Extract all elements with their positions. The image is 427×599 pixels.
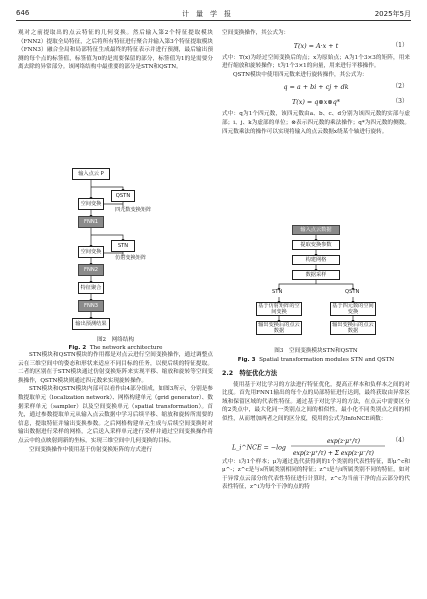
equation-1-number: （1） [392, 41, 408, 49]
issue-date: 2025年5月 [374, 10, 411, 18]
section-heading: 2.2 特征优化方法 [222, 370, 278, 377]
equation-2 [222, 80, 410, 94]
figure-3-caption-cn: 图3 空间变换模块STN和QSTN [274, 348, 358, 354]
equation-3 [222, 95, 410, 109]
figure-3-caption [222, 347, 410, 364]
f3-stn-transform-box: 基于仿射矩阵的空间变换 [256, 302, 302, 316]
f3-grid-box: 构建网格 [292, 255, 340, 265]
f3-param-box: 提取变换参数 [292, 240, 340, 250]
right-column [222, 29, 410, 136]
svg-text:exp(z·μ⁺/τ) + Σ exp(z·μ⁻/τ): exp(z·μ⁺/τ) + Σ exp(z·μ⁻/τ) [292, 449, 374, 457]
paragraph: QSTN模块中使用四元数来进行旋转操作，其公式为： [233, 71, 368, 78]
paragraph: STN模块和QSTN模块的作用都是对点云进行空间变换操作，通过调整点云在三维空间中的姿态和形状来适应不同目标的任务，以便后续的特征提取。二者的区别在于STN模块通过仿射变换矩阵来实现平移、缩放和旋转等空间变换操作，QSTN模块则通过四元数来实现旋转操作。 [18, 352, 213, 384]
figure-2-caption-text: The network architecture [89, 345, 163, 351]
stn-box: STN [111, 240, 135, 252]
feature-aggregation-box: 特征聚合 [78, 282, 104, 294]
left-column [18, 29, 213, 72]
paragraph: 空间变换操作，其公式为： [222, 30, 290, 36]
svg-text:exp(z·μ⁺/τ): exp(z·μ⁺/τ) [326, 437, 360, 445]
journal-name: 计 量 学 报 [182, 10, 231, 18]
fnn2-box: FNN2 [78, 264, 104, 276]
figure-3-caption-label: Fig. 3 [237, 356, 256, 363]
fnn1-box: FNN1 [78, 216, 104, 228]
equation-4-lhs: L_i^NCE = −log [232, 444, 286, 452]
equation-1 [222, 39, 410, 53]
paragraph: 式中：i为1个样本；μ为通过选代获得到的1个类别的代表性特征，即μ^c和μ^-；z^c是与s所属类别相同的特征；z^i是与i所属类别不同的特征，如对于异常点云部分的代表性特征进行计算时，z^c为当前干净的点云部分的代表性特征，z^i为每个干净的点的特 [222, 458, 410, 491]
left-column-lower [18, 351, 213, 454]
paragraph: 式中：T(x)为经过空间变换后的点；x为原始点；A为1个3×3的矩阵，用来进行缩放和旋转操作；t为1个3×1的向量，用来进行平移操作。 [222, 54, 410, 70]
figure-3-caption-en [222, 356, 410, 365]
equation-1-body: T(x) = A·x + t [293, 41, 339, 50]
f3-qstn-transform-box: 基于四元数的空间变换 [330, 302, 376, 316]
right-column-lower [222, 367, 410, 492]
spatial-transform-box-2: 空间变换 [78, 246, 104, 258]
equation-4-fraction [291, 435, 387, 461]
figure-2-caption-cn: 图2 网络结构 [96, 337, 135, 343]
page-number: 646 [16, 9, 30, 17]
qstn-box: QSTN [111, 190, 135, 202]
f3-qstn-label: QSTN [345, 289, 360, 295]
header-rule [16, 20, 411, 21]
paragraph: 式中：q为1个四元数，该四元数由a、b、c、d分别为该四元数的实部与虚部；i、j、k为虚部的单位；⊗表示四元数的乘法操作；q*为四元数的侧数。四元数乘法的操作可以实现将输入的点云数据x绕某个轴进行旋转。 [222, 111, 410, 135]
f3-stn-output-box: 输出变换后的点云数据 [256, 321, 302, 335]
spatial-transform-box-1: 空间变换 [78, 198, 104, 210]
paragraph: 空间变换操作中使用基于仿射变换矩阵的方式进行 [29, 446, 153, 453]
quaternion-matrix-label: 四元数变换矩阵 [115, 207, 152, 213]
equation-2-number: （2） [392, 83, 408, 91]
figure-2-network-architecture [18, 164, 213, 374]
equation-3-body: T(x) = q⊗x⊗q* [292, 98, 340, 107]
paragraph: 使用基于对比学习的方法进行特征优化，提高正样本和负样本之间的对比度。首先用FNN1输出的每个点的局部特征进行达到，最终获取由异常区域和保留区域的代表性特征。通过基于对比学习的方法，在点云中需要区分的2类点中，最大化同一类别点之间的相似性，最小化不同类别点之间的相似性，从而增加两者之间的区分度，使用的公式为InfoNCE函数： [222, 381, 410, 422]
paragraph: 观对之前提取出的点云特征的几何变换。然后输入第2个特征提取模块（FNN2）提取全局特征，之后将所有特征进行聚合并输入第3个特征提取模块（FNN3）融合全局和局部特征生成最终的特征表示并进行预测，最后输出预测的每个点的标签值，标签值为0的是需要保留的部分，标签值为1的是需要分离去除的异常部分。该网络结构中最重要的部分是STN和QSTN。 [18, 30, 213, 71]
equation-4-number: （4） [392, 436, 408, 444]
f3-qstn-output-box: 输出变换后的点云数据 [330, 321, 376, 335]
f3-sample-box: 数据采样 [292, 270, 340, 280]
affine-matrix-label: 仿射变换矩阵 [115, 255, 147, 261]
figure-3-caption-text: Spatial transformation modules STN and QSTN [259, 356, 395, 363]
input-point-cloud-box: 输入点云 P [72, 168, 110, 180]
equation-2-body: q = a + bi + cj + dk [283, 83, 349, 92]
output-prediction-box: 输出预测结果 [72, 318, 110, 330]
f3-stn-label: STN [272, 289, 283, 295]
equation-4 [222, 426, 410, 456]
figure-3-spatial-transform-modules [222, 225, 410, 346]
f3-input-box: 输入点云数据 [292, 225, 340, 235]
equation-3-number: （3） [392, 98, 408, 106]
equation-4-body [232, 435, 387, 461]
fnn3-box: FNN3 [78, 300, 104, 312]
paragraph: STN模块和QSTN模块内部可以看作由4部分组成，如图3所示，分别是参数提取单元（localization network）、网格构建单元（grid generator）、数据采样单元（sampler）以及空间变换单元（spatial transformation）。首先，通过参数提取单元从输入点云数据中学习后续平移、缩放和旋转所需要的信息，提取特征并输出变换参数。之后网格构建单元生成与后续空间变换时对输出数据进行采样的网格，之后送入采样单元进行采样并通过空间变换操作将点云中的点映射到新的坐标，实现三维空间中几何变换的目标。 [18, 386, 213, 444]
figure-2-caption-label: Fig. 2 [68, 345, 87, 351]
